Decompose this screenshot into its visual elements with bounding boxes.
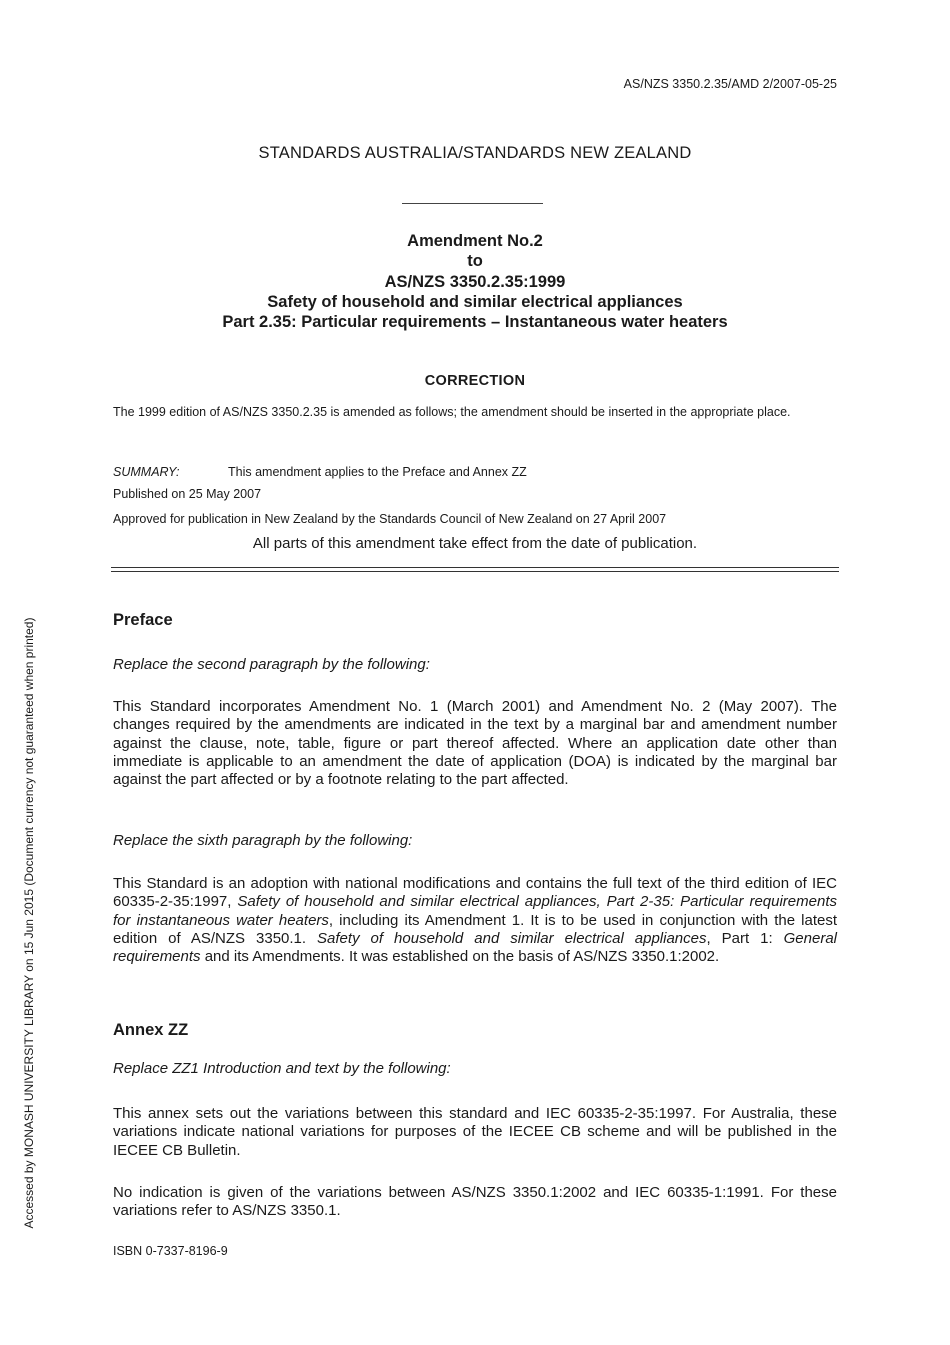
summary-line xyxy=(113,465,527,480)
section-divider xyxy=(111,567,839,572)
summary-text: This amendment applies to the Preface and Annex ZZ xyxy=(228,465,527,479)
title-divider xyxy=(402,203,543,204)
correction-heading: CORRECTION xyxy=(424,373,526,389)
p2-part-italic: General requirements xyxy=(113,929,837,966)
title-line-5: Part 2.35: Particular requirements – Instantaneous water heaters xyxy=(222,313,728,332)
annex-paragraph-2: No indication is given of the variations between AS/NZS 3350.1:2002 and IEC 60335-1:1991. For these variations refer to AS/NZS 3350.1. xyxy=(113,1184,837,1220)
summary-label: SUMMARY: xyxy=(113,465,180,479)
document-reference: AS/NZS 3350.2.35/AMD 2/2007-05-25 xyxy=(623,77,837,91)
title-line-1: Amendment No.2 xyxy=(407,232,543,250)
published-date: Published on 25 May 2007 xyxy=(113,487,262,501)
title-line-2: to xyxy=(467,252,483,271)
isbn: ISBN 0-7337-8196-9 xyxy=(113,1244,228,1258)
annex-instruction: Replace ZZ1 Introduction and text by the following: xyxy=(113,1060,451,1077)
amendment-title xyxy=(0,231,950,332)
p2-text-c: , including its Amendment 1. It is to be used in conjunction with the latest edition of AS/NZS 3350.1. xyxy=(113,911,838,947)
p2-title-italic: Safety of household and similar electrical appliances, Part 2-35: Particular requirements for instantaneous water heaters xyxy=(113,893,837,929)
p2-series-italic: Safety of household and similar electrical appliances xyxy=(317,929,707,947)
preface-heading: Preface xyxy=(113,611,173,629)
approval-note: Approved for publication in New Zealand by the Standards Council of New Zealand on 27 April 2007 xyxy=(113,512,667,526)
access-watermark: Accessed by MONASH UNIVERSITY LIBRARY on 15 Jun 2015 (Document currency not guaranteed when printed) xyxy=(22,617,36,1229)
preface-instruction-1: Replace the second paragraph by the following: xyxy=(113,656,430,673)
p2-text-a: This Standard is an adoption with national modifications and contains the full text of the third edition of IEC 60335-2-35:1997, xyxy=(113,875,837,911)
p2-text-e: , Part 1: xyxy=(706,929,784,947)
annex-paragraph-1: This annex sets out the variations between this standard and IEC 60335-2-35:1997. For Australia, these variations indicate national variations for purposes of the IECEE CB scheme and will be published in the IECEE CB Bulletin. xyxy=(113,1105,837,1159)
preface-instruction-2: Replace the sixth paragraph by the following: xyxy=(113,832,413,849)
annex-heading: Annex ZZ xyxy=(113,1021,189,1039)
preface-paragraph-2 xyxy=(113,875,837,966)
organisation-name: STANDARDS AUSTRALIA/STANDARDS NEW ZEALAND xyxy=(258,144,692,162)
effect-note: All parts of this amendment take effect from the date of publication. xyxy=(252,535,698,552)
title-line-4: Safety of household and similar electrical appliances xyxy=(267,292,683,311)
p2-text-g: and its Amendments. It was established on the basis of AS/NZS 3350.1:2002. xyxy=(200,948,720,966)
correction-intro: The 1999 edition of AS/NZS 3350.2.35 is amended as follows; the amendment should be inserted in the appropriate place. xyxy=(113,405,791,419)
preface-paragraph-1: This Standard incorporates Amendment No. 1 (March 2001) and Amendment No. 2 (May 2007). The changes required by the amendments are indicated in the text by a marginal bar and amendment number against the clause, note, table, figure or part thereof affected. Where an application date other than immediate is applicable to an amendment the date of application (DOA) is indicated by the marginal bar against the part affected or by a footnote relating to the part affected. xyxy=(113,698,837,789)
title-line-3: AS/NZS 3350.2.35:1999 xyxy=(384,272,566,291)
